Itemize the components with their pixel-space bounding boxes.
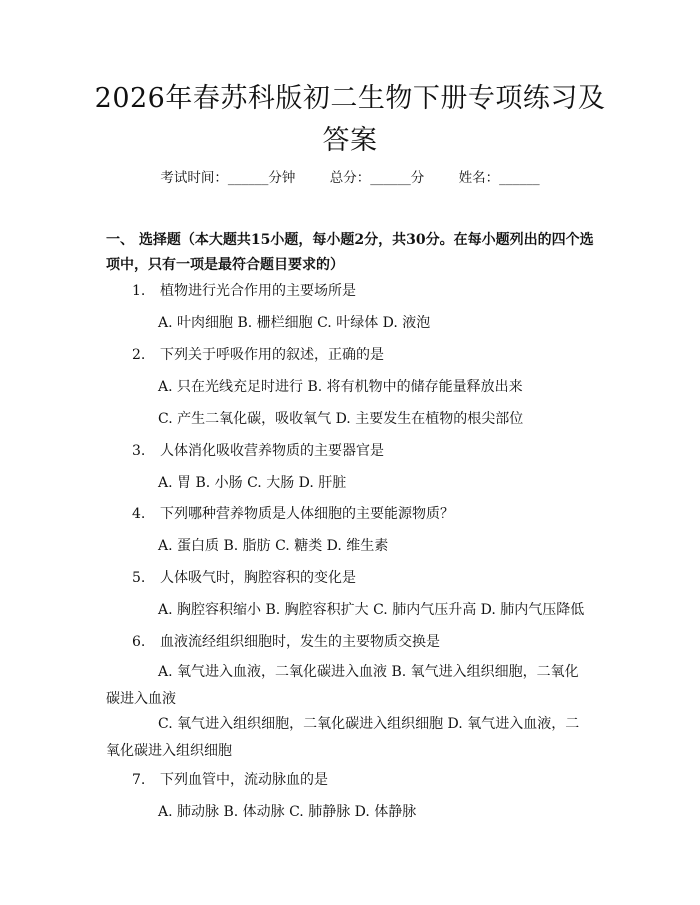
question-7 bbox=[132, 770, 328, 790]
question-3-options: A. 胃 B. 小肠 C. 大肠 D. 肝脏 bbox=[158, 475, 347, 491]
question-7-options: A. 肺动脉 B. 体动脉 C. 肺静脉 D. 体静脉 bbox=[158, 804, 417, 820]
question-1-options: A. 叶肉细胞 B. 栅栏细胞 C. 叶绿体 D. 液泡 bbox=[158, 315, 431, 331]
question-number: 6. bbox=[132, 634, 146, 650]
time-field: 考试时间：______分钟 bbox=[160, 170, 296, 186]
question-5 bbox=[132, 568, 356, 588]
question-6-options-a: A. 氧气进入血液，二氧化碳进入血液 B. 氧气进入组织细胞，二氧化碳进入血液 bbox=[106, 664, 579, 707]
page-title: 2026年春苏科版初二生物下册专项练习及答案 bbox=[94, 83, 606, 156]
question-text: 下列血管中，流动脉血的是 bbox=[160, 772, 328, 788]
question-number: 2. bbox=[132, 347, 146, 363]
question-2 bbox=[132, 345, 384, 365]
question-number: 7. bbox=[132, 772, 146, 788]
question-number: 1. bbox=[132, 283, 146, 299]
question-text: 下列哪种营养物质是人体细胞的主要能源物质？ bbox=[160, 506, 454, 522]
question-text: 人体消化吸收营养物质的主要器官是 bbox=[160, 443, 384, 459]
question-text: 血液流经组织细胞时，发生的主要物质交换是 bbox=[160, 634, 440, 650]
question-3 bbox=[132, 441, 384, 461]
question-text: 植物进行光合作用的主要场所是 bbox=[160, 283, 356, 299]
question-2-options-a: A. 只在光线充足时进行 B. 将有机物中的储存能量释放出来 bbox=[158, 379, 523, 395]
question-6 bbox=[132, 632, 440, 652]
question-text: 下列关于呼吸作用的叙述，正确的是 bbox=[160, 347, 384, 363]
question-number: 4. bbox=[132, 506, 146, 522]
question-number: 3. bbox=[132, 443, 146, 459]
question-number: 5. bbox=[132, 570, 146, 586]
section-heading: 一、 选择题（本大题共15小题，每小题2分，共30分。在每小题列出的四个选项中，只有一项是最符合题目要求的） bbox=[106, 232, 594, 273]
question-5-options: A. 胸腔容积缩小 B. 胸腔容积扩大 C. 肺内气压升高 D. 肺内气压降低 bbox=[158, 602, 585, 618]
name-field: 姓名：______ bbox=[458, 170, 540, 186]
question-2-options-c: C. 产生二氧化碳，吸收氧气 D. 主要发生在植物的根尖部位 bbox=[158, 411, 524, 427]
question-4 bbox=[132, 504, 454, 524]
score-field: 总分：______分 bbox=[329, 170, 425, 186]
question-6-options-c: C. 氧气进入组织细胞，二氧化碳进入组织细胞 D. 氧气进入血液，二氧化碳进入组织细胞 bbox=[106, 716, 580, 759]
question-1 bbox=[132, 281, 356, 301]
question-text: 人体吸气时，胸腔容积的变化是 bbox=[160, 570, 356, 586]
exam-meta bbox=[0, 166, 700, 186]
question-4-options: A. 蛋白质 B. 脂肪 C. 糖类 D. 维生素 bbox=[158, 538, 389, 554]
